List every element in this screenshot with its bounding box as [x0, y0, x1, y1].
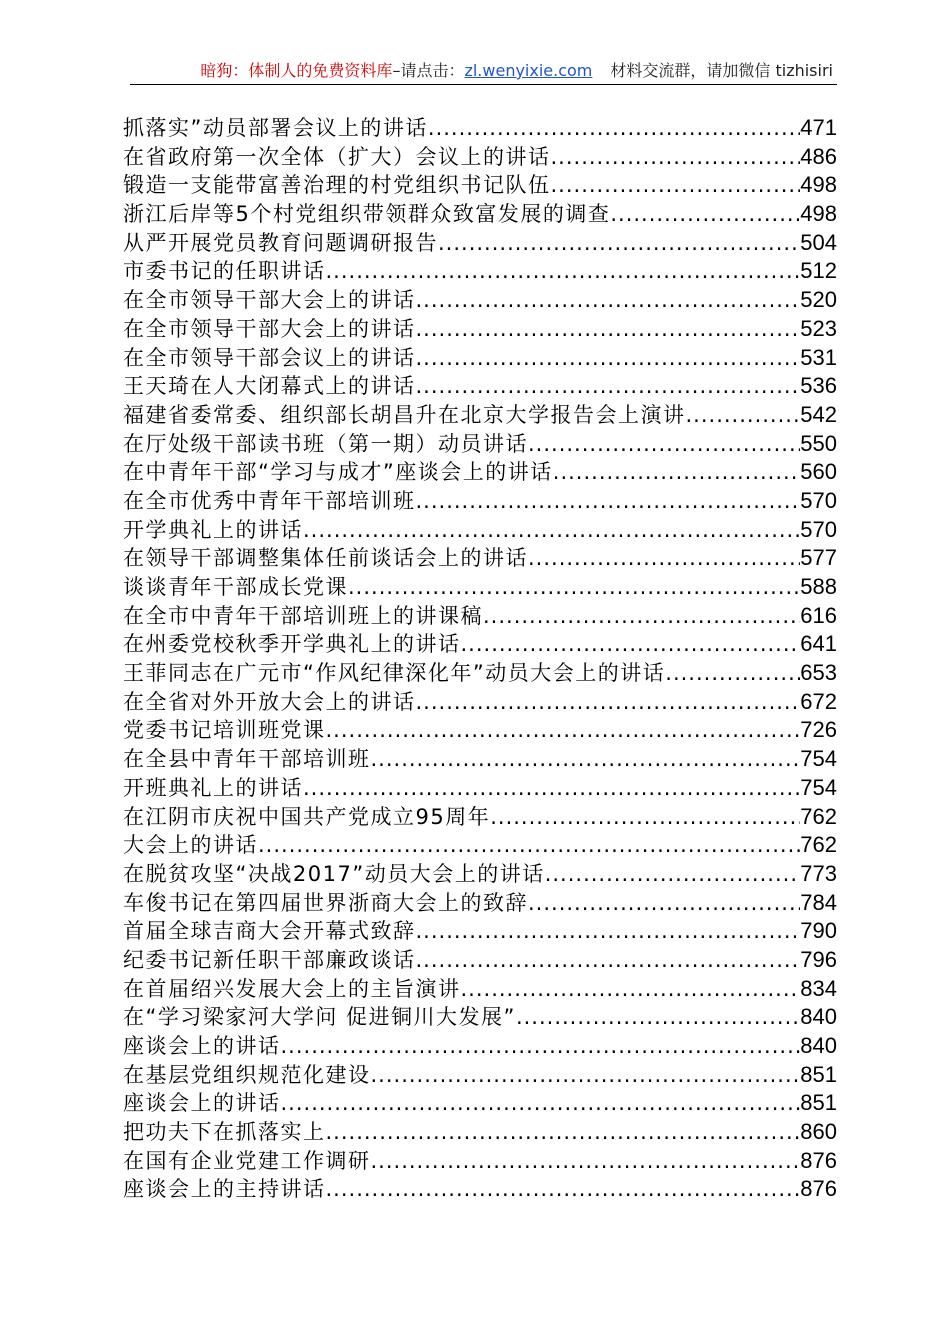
- toc-entry[interactable]: [123, 257, 837, 286]
- toc-entry-title: 座谈会上的主持讲话: [123, 1177, 326, 1202]
- toc-entry-page: 876: [800, 1147, 837, 1173]
- toc-dot-leader: [528, 889, 800, 918]
- toc-dot-leader: [461, 630, 801, 659]
- toc-entry[interactable]: [123, 143, 837, 172]
- toc-entry[interactable]: [123, 286, 837, 315]
- toc-entry-title: 在脱贫攻坚“决战2017”动员大会上的讲话: [123, 861, 545, 886]
- toc-entry-title: 在全市优秀中青年干部培训班: [123, 488, 416, 513]
- toc-entry-page: 672: [800, 688, 837, 714]
- toc-entry-page: 577: [800, 545, 837, 571]
- toc-dot-leader: [528, 430, 800, 459]
- table-of-contents: [123, 114, 837, 1204]
- toc-dot-leader: [348, 573, 800, 602]
- toc-entry[interactable]: [123, 430, 837, 459]
- toc-entry[interactable]: [123, 946, 837, 975]
- toc-entry[interactable]: [123, 1061, 837, 1090]
- header-separator: –请点击：: [392, 61, 465, 80]
- toc-entry[interactable]: [123, 831, 837, 860]
- toc-entry-page: 851: [800, 1090, 837, 1116]
- toc-entry[interactable]: [123, 889, 837, 918]
- toc-entry-title: 在全市领导干部大会上的讲话: [123, 288, 416, 313]
- toc-dot-leader: [551, 171, 801, 200]
- toc-dot-leader: [371, 1061, 801, 1090]
- toc-dot-leader: [553, 458, 801, 487]
- toc-entry[interactable]: [123, 602, 837, 631]
- toc-entry-title: 在厅处级干部读书班（第一期）动员讲话: [123, 431, 528, 456]
- toc-dot-leader: [665, 659, 800, 688]
- toc-dot-leader: [416, 315, 801, 344]
- toc-dot-leader: [686, 401, 801, 430]
- toc-entry[interactable]: [123, 860, 837, 889]
- toc-dot-leader: [516, 1003, 800, 1032]
- toc-entry[interactable]: [123, 1003, 837, 1032]
- toc-entry-title: 在领导干部调整集体任前谈话会上的讲话: [123, 546, 528, 571]
- toc-entry-title: 在首届绍兴发展大会上的主旨演讲: [123, 976, 461, 1001]
- toc-entry-page: 570: [800, 516, 837, 542]
- toc-entry-page: 834: [800, 975, 837, 1001]
- toc-entry-title: 纪委书记新任职干部廉政谈话: [123, 947, 416, 972]
- toc-entry[interactable]: [123, 1032, 837, 1061]
- toc-entry[interactable]: [123, 171, 837, 200]
- toc-entry-page: 762: [800, 832, 837, 858]
- toc-dot-leader: [258, 831, 800, 860]
- toc-entry[interactable]: [123, 516, 837, 545]
- toc-entry-page: 512: [800, 258, 837, 284]
- toc-entry-page: 754: [800, 746, 837, 772]
- toc-entry[interactable]: [123, 659, 837, 688]
- toc-entry[interactable]: [123, 200, 837, 229]
- toc-entry-title: 在基层党组织规范化建设: [123, 1062, 371, 1087]
- toc-dot-leader: [610, 200, 800, 229]
- toc-entry-title: 在国有企业党建工作调研: [123, 1148, 371, 1173]
- toc-entry[interactable]: [123, 458, 837, 487]
- toc-entry[interactable]: [123, 1118, 837, 1147]
- toc-dot-leader: [326, 1175, 801, 1204]
- toc-entry-page: 653: [800, 660, 837, 686]
- toc-dot-leader: [416, 917, 801, 946]
- toc-entry-page: 560: [800, 459, 837, 485]
- toc-entry[interactable]: [123, 573, 837, 602]
- toc-entry-title: 福建省委常委、组织部长胡昌升在北京大学报告会上演讲: [123, 402, 686, 427]
- toc-dot-leader: [281, 1032, 801, 1061]
- toc-entry-page: 498: [800, 201, 837, 227]
- toc-entry-page: 504: [800, 229, 837, 255]
- toc-dot-leader: [416, 286, 801, 315]
- toc-entry-page: 498: [800, 172, 837, 198]
- toc-entry-page: 570: [800, 487, 837, 513]
- toc-entry[interactable]: [123, 544, 837, 573]
- toc-entry-title: 浙江后岸等5个村党组织带领群众致富发展的调查: [123, 202, 611, 227]
- toc-entry-title: 把功夫下在抓落实上: [123, 1120, 326, 1145]
- toc-entry-title: 锻造一支能带富善治理的村党组织书记队伍: [123, 173, 551, 198]
- toc-dot-leader: [551, 143, 801, 172]
- toc-entry-page: 762: [800, 803, 837, 829]
- toc-entry-page: 726: [800, 717, 837, 743]
- toc-entry[interactable]: [123, 1089, 837, 1118]
- toc-dot-leader: [303, 774, 800, 803]
- toc-dot-leader: [545, 860, 801, 889]
- toc-entry-title: 座谈会上的讲话: [123, 1034, 281, 1058]
- toc-entry-page: 840: [800, 1004, 837, 1030]
- toc-entry-page: 486: [800, 143, 837, 169]
- toc-entry-page: 796: [800, 946, 837, 972]
- toc-dot-leader: [528, 544, 800, 573]
- toc-dot-leader: [371, 1147, 801, 1176]
- toc-entry[interactable]: [123, 372, 837, 401]
- header-text: [200, 58, 833, 81]
- toc-entry[interactable]: [123, 315, 837, 344]
- toc-entry-page: 616: [800, 602, 837, 628]
- toc-entry-page: 876: [800, 1176, 837, 1202]
- toc-entry[interactable]: [123, 630, 837, 659]
- toc-entry-title: 在全市领导干部大会上的讲话: [123, 316, 416, 341]
- toc-entry-page: 773: [800, 860, 837, 886]
- toc-entry-page: 784: [800, 889, 837, 915]
- toc-entry[interactable]: [123, 716, 837, 745]
- toc-entry-page: 588: [800, 574, 837, 599]
- toc-entry-page: 523: [800, 315, 837, 341]
- toc-entry-title: 在全省对外开放大会上的讲话: [123, 689, 416, 714]
- toc-dot-leader: [326, 1118, 801, 1147]
- toc-entry[interactable]: [123, 487, 837, 516]
- toc-entry[interactable]: [123, 1147, 837, 1176]
- toc-entry-page: 641: [800, 631, 837, 657]
- toc-entry-title: 抓落实”动员部署会议上的讲话: [123, 116, 428, 140]
- toc-dot-leader: [428, 114, 800, 143]
- toc-entry-page: 550: [800, 430, 837, 456]
- toc-entry-title: 从严开展党员教育问题调研报告: [123, 230, 438, 255]
- toc-entry-title: 首届全球吉商大会开幕式致辞: [123, 919, 416, 944]
- toc-entry-title: 在全县中青年干部培训班: [123, 747, 371, 772]
- toc-entry-title: 王天琦在人大闭幕式上的讲话: [123, 374, 416, 399]
- toc-entry-title: 党委书记培训班党课: [123, 718, 326, 743]
- toc-entry[interactable]: [123, 1175, 837, 1204]
- toc-dot-leader: [416, 946, 801, 975]
- toc-dot-leader: [416, 372, 801, 401]
- toc-entry-page: 860: [800, 1119, 837, 1145]
- toc-entry-page: 754: [800, 774, 837, 800]
- toc-entry-title: 市委书记的任职讲话: [123, 259, 326, 284]
- toc-entry[interactable]: [123, 114, 837, 143]
- toc-entry-title: 在州委党校秋季开学典礼上的讲话: [123, 632, 461, 657]
- toc-entry-title: 车俊书记在第四届世界浙商大会上的致辞: [123, 890, 528, 915]
- toc-entry[interactable]: [123, 688, 837, 717]
- toc-entry-title: 在全市中青年干部培训班上的讲课稿: [123, 603, 483, 628]
- toc-dot-leader: [371, 745, 801, 774]
- toc-dot-leader: [326, 257, 801, 286]
- toc-entry-title: 在江阴市庆祝中国共产党成立95周年: [123, 804, 491, 829]
- toc-entry[interactable]: [123, 774, 837, 803]
- toc-entry-title: 在省政府第一次全体（扩大）会议上的讲话: [123, 144, 551, 169]
- toc-entry[interactable]: [123, 229, 837, 258]
- toc-entry[interactable]: [123, 803, 837, 832]
- toc-entry[interactable]: [123, 401, 837, 430]
- toc-entry-page: 790: [800, 918, 837, 944]
- toc-dot-leader: [281, 1089, 801, 1118]
- toc-dot-leader: [483, 602, 800, 631]
- toc-dot-leader: [490, 803, 800, 832]
- toc-entry-title: 座谈会上的讲话: [123, 1091, 281, 1116]
- toc-entry-title: 大会上的讲话: [123, 833, 258, 858]
- toc-entry-title: 开班典礼上的讲话: [123, 775, 303, 800]
- header-brand: 暗狗：体制人的免费资料库: [200, 61, 393, 80]
- toc-entry-page: 542: [800, 401, 837, 427]
- header-contact: 材料交流群，请加微信 tizhisiri: [610, 61, 833, 80]
- toc-dot-leader: [303, 516, 800, 545]
- toc-entry-page: 851: [800, 1061, 837, 1087]
- page-header: [130, 56, 837, 85]
- toc-entry-page: 536: [800, 373, 837, 399]
- toc-entry-page: 471: [800, 115, 837, 140]
- toc-entry[interactable]: [123, 917, 837, 946]
- toc-dot-leader: [416, 344, 801, 373]
- toc-entry-title: 谈谈青年干部成长党课: [123, 575, 348, 599]
- toc-dot-leader: [438, 229, 800, 258]
- toc-entry-page: 840: [800, 1033, 837, 1058]
- toc-dot-leader: [326, 716, 801, 745]
- toc-entry-title: 在“学习梁家河大学问 促进铜川大发展”: [123, 1005, 516, 1030]
- toc-dot-leader: [461, 975, 801, 1004]
- toc-entry-page: 531: [800, 344, 837, 370]
- toc-dot-leader: [416, 487, 801, 516]
- toc-entry-title: 开学典礼上的讲话: [123, 517, 303, 542]
- toc-entry-title: 在中青年干部“学习与成才”座谈会上的讲话: [123, 460, 553, 485]
- toc-entry[interactable]: [123, 975, 837, 1004]
- toc-entry-page: 520: [800, 287, 837, 313]
- header-link[interactable]: zl.wenyixie.com: [464, 61, 593, 80]
- toc-entry-title: 在全市领导干部会议上的讲话: [123, 345, 416, 370]
- toc-entry[interactable]: [123, 745, 837, 774]
- toc-dot-leader: [416, 688, 801, 717]
- toc-entry-title: 王菲同志在广元市“作风纪律深化年”动员大会上的讲话: [123, 661, 666, 686]
- toc-entry[interactable]: [123, 344, 837, 373]
